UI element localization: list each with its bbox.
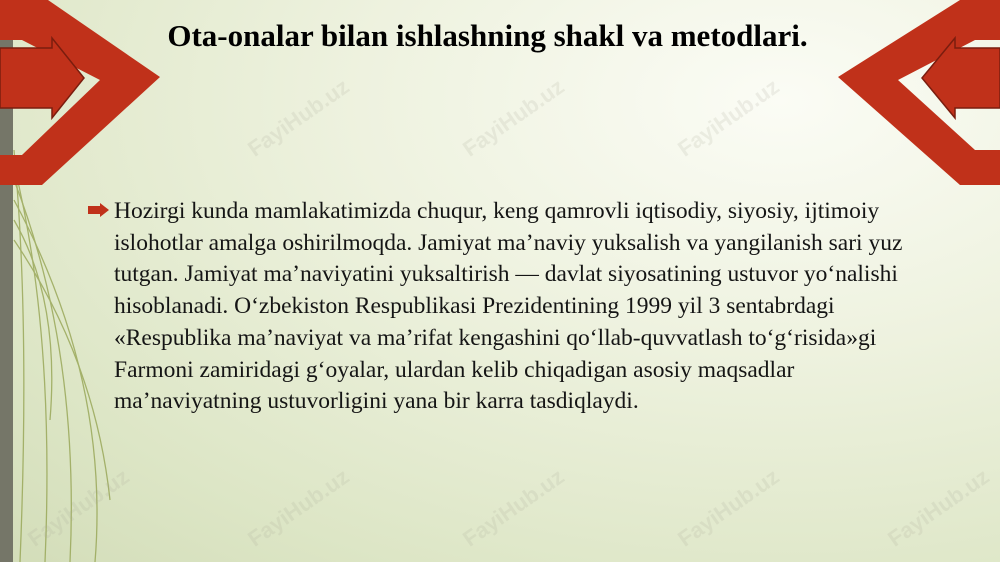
arrow-bullet-icon xyxy=(88,196,114,222)
watermark: FayiHub.uz xyxy=(458,73,569,162)
watermark: FayiHub.uz xyxy=(23,463,134,552)
body-paragraph: Hozirgi kunda mamlakatimizda chuqur, keng qamrovli iqtisodiy, siyosiy, ijtimoiy islohotlar amalga oshirilmoqda. Jamiyat ma’naviy yuksalish va yangilanish sari yuz tutgan. Jamiyat ma’naviyatini yuksaltirish — davlat siyosatining ustuvor yo‘nalishi hisoblanadi. O‘zbekiston Respublikasi Prezidentining 1999 yil 3 sentabrdagi «Respublika ma’naviyat va ma’rifat kengashini qo‘llab-quvvatlash to‘g‘risida»gi Farmoni zamiridagi g‘oyalar, ulardan kelib chiqadigan asosiy maqsadlar ma’naviyatning ustuvorligini yana bir karra tasdiqlaydi. xyxy=(114,198,903,415)
slide-title: Ota-onalar bilan ishlashning shakl va metodlari. xyxy=(167,18,808,53)
watermark: FayiHub.uz xyxy=(243,463,354,552)
watermark: FayiHub.uz xyxy=(458,463,569,552)
watermark: FayiHub.uz xyxy=(883,463,994,552)
watermark: FayiHub.uz xyxy=(243,73,354,162)
slide-body xyxy=(88,196,933,418)
watermark: FayiHub.uz xyxy=(673,73,784,162)
watermark: FayiHub.uz xyxy=(673,463,784,552)
